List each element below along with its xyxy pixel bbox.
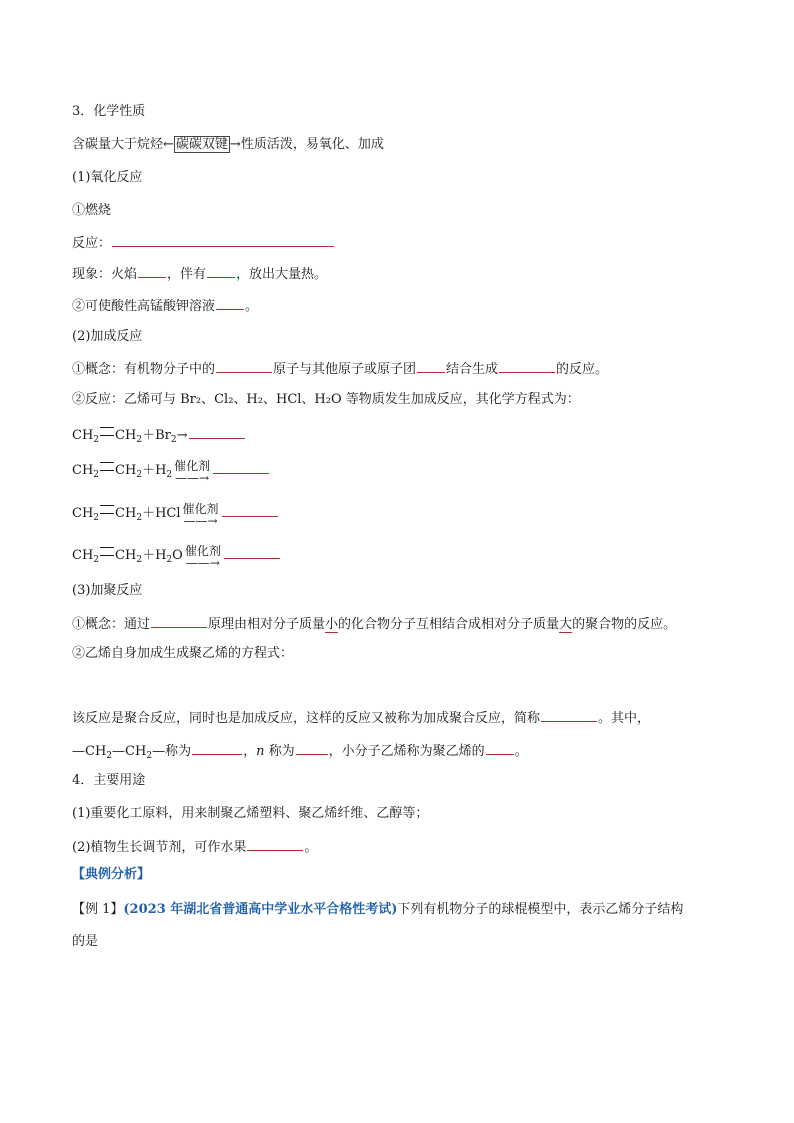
kmno4-text: ②可使酸性高锰酸钾溶液 xyxy=(72,299,216,314)
eq-ch: CH xyxy=(72,463,94,478)
equation-hcl xyxy=(72,503,279,527)
long-arrow-icon: ——→ xyxy=(175,471,210,485)
poly-concept-b: 原理由相对分子质量 xyxy=(208,617,326,632)
arrow-icon: → xyxy=(176,428,188,443)
catalyst-arrow xyxy=(185,545,221,569)
unit-text-f: ，小分子乙烯称为聚乙烯的 xyxy=(328,744,485,759)
phen-text-c: ，放出大量热。 xyxy=(236,267,328,282)
eq-ch: CH xyxy=(72,506,94,521)
double-bond-icon xyxy=(100,547,114,556)
eq-reagent: O xyxy=(172,548,183,563)
intro-pre: 含碳量大于烷烃← xyxy=(72,137,174,152)
intro-boxed-term: 碳碳双键 xyxy=(175,137,228,152)
answer-blank[interactable] xyxy=(192,741,242,755)
analysis-title: 【典例分析】 xyxy=(72,867,151,882)
section-3-title: 3．化学性质 xyxy=(72,104,146,119)
catalyst-label: 催化剂 xyxy=(184,544,221,558)
unit-ch: —CH xyxy=(112,744,147,759)
phen-text-a: 现象：火焰 xyxy=(72,267,138,282)
catalyst-label: 催化剂 xyxy=(174,459,211,473)
eq-ch: CH xyxy=(115,506,137,521)
eq-sub: 2 xyxy=(93,513,100,523)
addition-reaction-intro: ②反应：乙烯可与 Br₂、Cl₂、H₂、HCl、H₂O 等物质发生加成反应，其化学方程式为： xyxy=(72,392,580,407)
eq-ch: CH xyxy=(72,428,94,443)
polymer-unit-line xyxy=(72,741,528,764)
double-bond-icon xyxy=(100,427,114,436)
answer-blank[interactable] xyxy=(222,503,278,517)
section-3-intro xyxy=(72,137,384,153)
eq-sub: 2 xyxy=(93,470,100,480)
eq-sub: 2 xyxy=(166,555,173,565)
answer-blank[interactable] xyxy=(189,425,245,439)
intro-post: →性质活泼，易氧化、加成 xyxy=(229,137,384,152)
long-arrow-icon: ——→ xyxy=(183,514,218,528)
eq-sub: 2 xyxy=(93,555,100,565)
unit-ch: —CH xyxy=(72,744,107,759)
catalyst-label: 催化剂 xyxy=(182,502,219,516)
eq-sub: 2 xyxy=(136,513,143,523)
use-2 xyxy=(72,837,317,856)
eq-sub: 2 xyxy=(146,751,153,761)
answer-blank[interactable] xyxy=(216,296,244,310)
answer-blank[interactable] xyxy=(112,233,334,247)
reaction-label: 反应： xyxy=(72,236,112,251)
answer-blank[interactable] xyxy=(216,359,272,373)
unit-n: n xyxy=(256,744,265,759)
addition-concept xyxy=(72,359,608,378)
eq-plus: ＋ xyxy=(142,428,156,443)
eq-ch: CH xyxy=(115,463,137,478)
polymerization-title: (3)加聚反应 xyxy=(72,583,143,598)
eq-reagent: Br xyxy=(155,428,171,443)
eq-reagent: H xyxy=(155,548,167,563)
polymerization-concept xyxy=(72,614,676,633)
answer-blank[interactable] xyxy=(138,264,166,278)
eq-sub: 2 xyxy=(166,470,173,480)
example-1-line-2: 的是 xyxy=(72,934,99,949)
eq-plus: ＋ xyxy=(142,463,156,478)
double-bond-icon xyxy=(100,462,114,471)
answer-blank[interactable] xyxy=(207,264,235,278)
unit-text-d: ， xyxy=(243,744,257,759)
eq-plus: ＋ xyxy=(142,506,156,521)
answer-blank[interactable] xyxy=(486,741,514,755)
kmno4-end: 。 xyxy=(245,299,259,314)
eq-sub: 2 xyxy=(170,435,177,445)
eq-sub: 2 xyxy=(136,435,143,445)
long-arrow-icon: ——→ xyxy=(185,556,220,570)
poly-desc-a: 该反应是聚合反应，同时也是加成反应，这样的反应又被称为加成聚合反应，简称 xyxy=(72,711,541,726)
answer-blank[interactable] xyxy=(541,708,597,722)
kmno4-line xyxy=(72,296,258,315)
answer-blank[interactable] xyxy=(296,741,328,755)
equation-h2o xyxy=(72,545,281,569)
unit-text-g: 。 xyxy=(514,744,528,759)
underlined-small: 小 xyxy=(325,617,339,632)
double-bond-icon xyxy=(100,505,114,514)
eq-reagent: HCl xyxy=(155,506,181,521)
example-label: 【例 1】 xyxy=(72,902,124,917)
use2-text: (2)植物生长调节剂，可作水果 xyxy=(72,840,247,855)
poly-concept-c: 的化合物分子互相结合成相对分子质量 xyxy=(338,617,560,632)
eq-plus: ＋ xyxy=(142,548,156,563)
eq-ch: CH xyxy=(72,548,94,563)
catalyst-arrow xyxy=(183,503,219,527)
unit-text-c: —称为 xyxy=(152,744,192,759)
underlined-big: 大 xyxy=(559,617,573,632)
concept-b: 原子与其他原子或原子团 xyxy=(273,362,417,377)
example-source: (2023 年湖北省普通高中学业水平合格性考试) xyxy=(123,902,398,917)
answer-blank[interactable] xyxy=(417,359,445,373)
use-1: (1)重要化工原料，用来制聚乙烯塑料、聚乙烯纤维、乙醇等； xyxy=(72,806,429,821)
polyethylene-equation-label: ②乙烯自身加成生成聚乙烯的方程式： xyxy=(72,646,294,661)
poly-concept-d: 的聚合物的反应。 xyxy=(572,617,677,632)
equation-br2 xyxy=(72,425,246,448)
answer-blank[interactable] xyxy=(151,614,207,628)
example-question: 下列有机物分子的球棍模型中，表示乙烯分子结构 xyxy=(397,902,684,917)
combustion-label: ①燃烧 xyxy=(72,203,112,218)
eq-sub: 2 xyxy=(136,555,143,565)
polymerization-description xyxy=(72,708,650,727)
poly-desc-b: 。其中， xyxy=(598,711,651,726)
answer-blank[interactable] xyxy=(499,359,555,373)
answer-blank[interactable] xyxy=(213,460,269,474)
phen-text-b: ，伴有 xyxy=(167,267,207,282)
combustion-reaction xyxy=(72,233,335,252)
answer-blank[interactable] xyxy=(247,837,303,851)
concept-a: ①概念：有机物分子中的 xyxy=(72,362,216,377)
addition-title: (2)加成反应 xyxy=(72,329,143,344)
answer-blank[interactable] xyxy=(224,545,280,559)
section-4-title: 4．主要用途 xyxy=(72,773,146,788)
concept-c: 结合生成 xyxy=(446,362,499,377)
oxidation-title: (1)氧化反应 xyxy=(72,170,143,185)
equation-h2 xyxy=(72,460,270,484)
eq-ch: CH xyxy=(115,428,137,443)
poly-concept-a: ①概念：通过 xyxy=(72,617,151,632)
eq-sub: 2 xyxy=(93,435,100,445)
unit-text-e: 称为 xyxy=(264,744,295,759)
eq-sub: 2 xyxy=(106,751,113,761)
eq-ch: CH xyxy=(115,548,137,563)
eq-reagent: H xyxy=(155,463,167,478)
use2-end: 。 xyxy=(304,840,318,855)
eq-sub: 2 xyxy=(136,470,143,480)
concept-d: 的反应。 xyxy=(556,362,609,377)
example-1-line xyxy=(72,902,683,918)
catalyst-arrow xyxy=(174,460,210,484)
combustion-phenomenon xyxy=(72,264,327,283)
